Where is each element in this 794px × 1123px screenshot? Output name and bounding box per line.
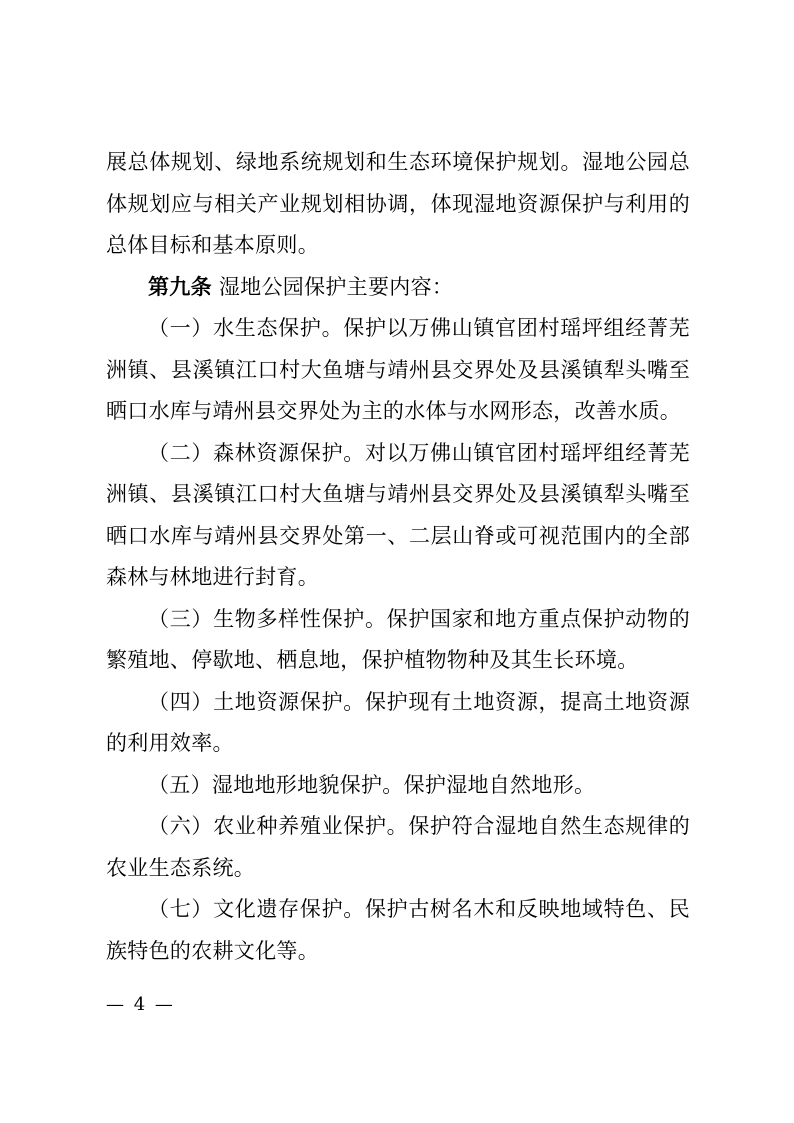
article-heading — [106, 267, 690, 309]
continuation-paragraph: 展总体规划、绿地系统规划和生态环境保护规划。湿地公园总体规划应与相关产业规划相协调，体现湿地资源保护与利用的总体目标和基本原则。 — [106, 150, 690, 257]
document-body — [106, 142, 690, 972]
list-item-5: （五）湿地地形地貌保护。保护湿地自然地形。 — [148, 772, 596, 797]
list-item-2: （二）森林资源保护。对以万佛山镇官团村瑶坪组经菁芜洲镇、县溪镇江口村大鱼塘与靖州县交界处及县溪镇犁头嘴至晒口水库与靖州县交界处第一、二层山脊或可视范围内的全部森林与林地进行封育。 — [106, 440, 690, 589]
list-item-7: （七）文化遗存保护。保护古树名木和反映地域特色、民族特色的农耕文化等。 — [106, 897, 690, 963]
list-item-1: （一）水生态保护。保护以万佛山镇官团村瑶坪组经菁芜洲镇、县溪镇江口村大鱼塘与靖州县交界处及县溪镇犁头嘴至晒口水库与靖州县交界处为主的水体与水网形态，改善水质。 — [106, 316, 690, 423]
list-item-4: （四）土地资源保护。保护现有土地资源，提高土地资源的利用效率。 — [106, 689, 690, 755]
article-label: 第九条 — [148, 274, 212, 299]
page-number: — 4 — — [106, 994, 175, 1015]
list-item-6: （六）农业种养殖业保护。保护符合湿地自然生态规律的农业生态系统。 — [106, 814, 690, 880]
article-text: 湿地公园保护主要内容： — [211, 274, 454, 299]
list-item-3: （三）生物多样性保护。保护国家和地方重点保护动物的繁殖地、停歇地、栖息地，保护植物物种及其生长环境。 — [106, 606, 690, 672]
